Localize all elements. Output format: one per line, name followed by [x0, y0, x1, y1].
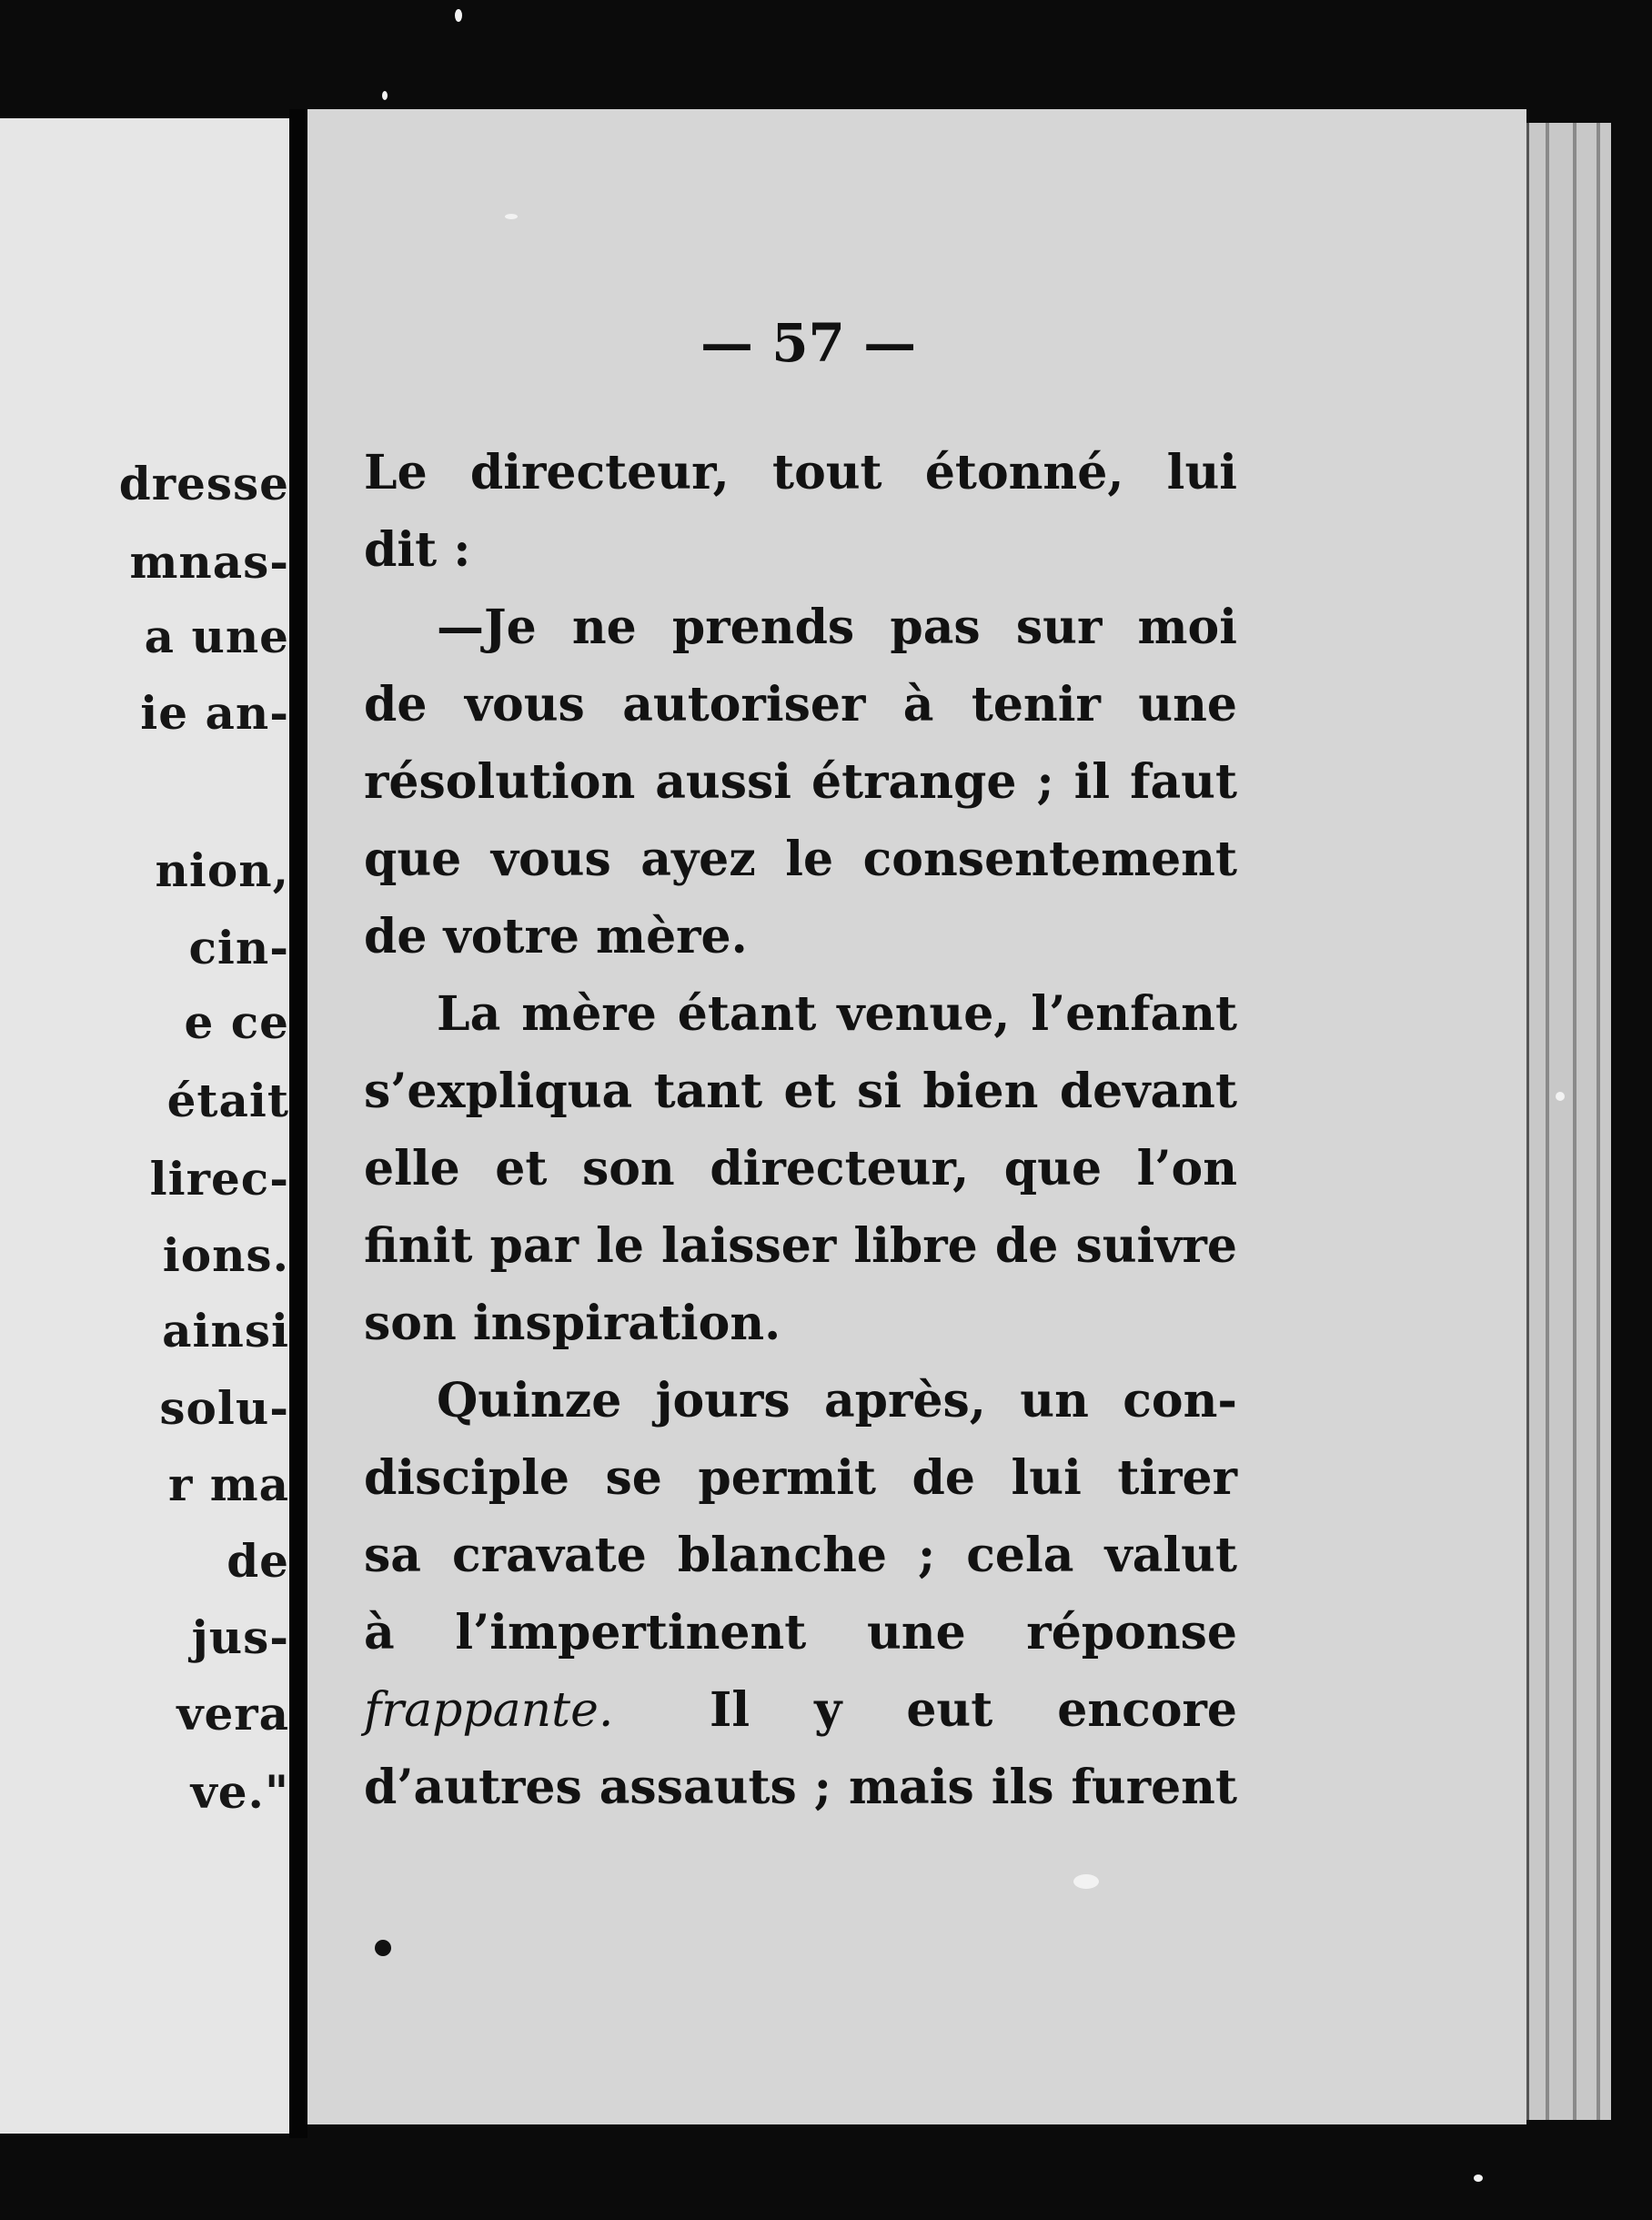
prev-page-line: cin- [188, 921, 289, 974]
text-line: elle et son directeur, que l’on [364, 1141, 1237, 1196]
prev-page-line: jus- [191, 1610, 289, 1664]
text-line: résolution aussi étrange ; il faut [364, 754, 1237, 810]
text-line: s’expliqua tant et si bien devant [364, 1064, 1237, 1119]
prev-page-line: était [166, 1074, 289, 1127]
text-line: Le directeur, tout étonné, lui [364, 445, 1237, 500]
scan-speck [1474, 2175, 1483, 2182]
italic-word [364, 1683, 614, 1738]
prev-page-line: dresse [118, 457, 289, 510]
text-line: de vous autoriser à tenir une [364, 677, 1237, 732]
prev-page-line: r ma [167, 1458, 289, 1511]
previous-page [0, 118, 289, 2134]
prev-page-line: a une [144, 610, 289, 663]
prev-page-line: e ce [184, 995, 289, 1049]
scan-speck [382, 91, 388, 100]
paper-blemish [1073, 1874, 1099, 1889]
text-line: dit : [364, 522, 471, 578]
text-line: Il y eut encore [710, 1682, 1237, 1738]
page-edge [1526, 123, 1611, 2120]
paper-blemish [1556, 1092, 1565, 1101]
text-line: sa cravate blanche ; cela valut [364, 1528, 1237, 1583]
text-line: que vous ayez le consentement [364, 832, 1237, 887]
text-line: finit par le laisser libre de suivre [364, 1218, 1237, 1274]
text-line: à l’impertinent une réponse [364, 1605, 1237, 1660]
ink-spot [375, 1940, 391, 1956]
prev-page-line: ie an- [140, 686, 289, 740]
prev-page-line: lirec- [149, 1152, 289, 1206]
scan-speck [455, 9, 462, 22]
italic-word-text: frappante. [364, 1683, 614, 1738]
text-line: de votre mère. [364, 909, 748, 964]
text-line: d’autres assauts ; mais ils furent [364, 1760, 1237, 1815]
prev-page-line: vera [176, 1687, 289, 1741]
prev-page-line: ainsi [162, 1304, 289, 1357]
paper-blemish [505, 214, 518, 219]
prev-page-line: ve." [190, 1765, 289, 1819]
prev-page-line: de [227, 1534, 289, 1588]
book-gutter [289, 109, 307, 2138]
prev-page-line: nion, [155, 843, 289, 897]
prev-page-line: ions. [162, 1228, 289, 1282]
text-line: Quinze jours après, un con- [437, 1373, 1237, 1428]
page-number: — 57 — [700, 312, 917, 374]
prev-page-line: mnas- [129, 535, 289, 589]
prev-page-line: solu- [159, 1381, 289, 1435]
text-line: —Je ne prends pas sur moi [437, 600, 1237, 655]
text-line: La mère étant venue, l’enfant [437, 986, 1237, 1042]
text-line: disciple se permit de lui tirer [364, 1450, 1237, 1506]
text-line: son inspiration. [364, 1296, 781, 1351]
